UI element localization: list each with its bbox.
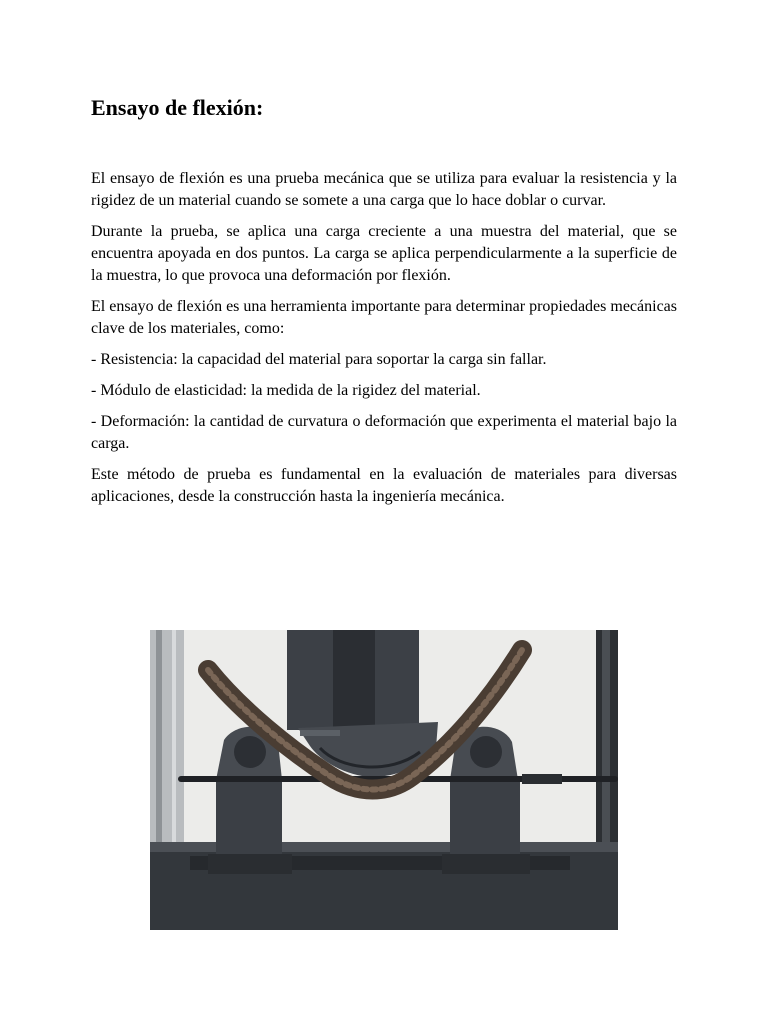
paragraph-conclusion: Este método de prueba es fundamental en la evaluación de materiales para diversas aplicaciones, desde la construcción hasta la ingeniería mecánica. (91, 466, 677, 505)
paragraph-properties-intro: El ensayo de flexión es una herramienta importante para determinar propiedades mecánicas clave de los materiales, como: (91, 298, 677, 337)
document-body (91, 168, 677, 517)
list-item-deformacion: - Deformación: la cantidad de curvatura o deformación que experimenta el material bajo la carga. (91, 413, 677, 452)
paragraph-procedure: Durante la prueba, se aplica una carga creciente a una muestra del material, que se encuentra apoyada en dos puntos. La carga se aplica perpendicularmente a la superficie de la muestra, lo que provoca una deformación por flexión. (91, 223, 677, 284)
list-item-resistencia: - Resistencia: la capacidad del material para soportar la carga sin fallar. (91, 351, 547, 368)
bending-test-photo (150, 630, 618, 930)
document-title: Ensayo de flexión: (91, 95, 264, 120)
paragraph-intro: El ensayo de flexión es una prueba mecánica que se utiliza para evaluar la resistencia y la rigidez de un material cuando se somete a una carga que lo hace doblar o curvar. (91, 170, 677, 209)
list-item-modulo: - Módulo de elasticidad: la medida de la rigidez del material. (91, 382, 481, 399)
